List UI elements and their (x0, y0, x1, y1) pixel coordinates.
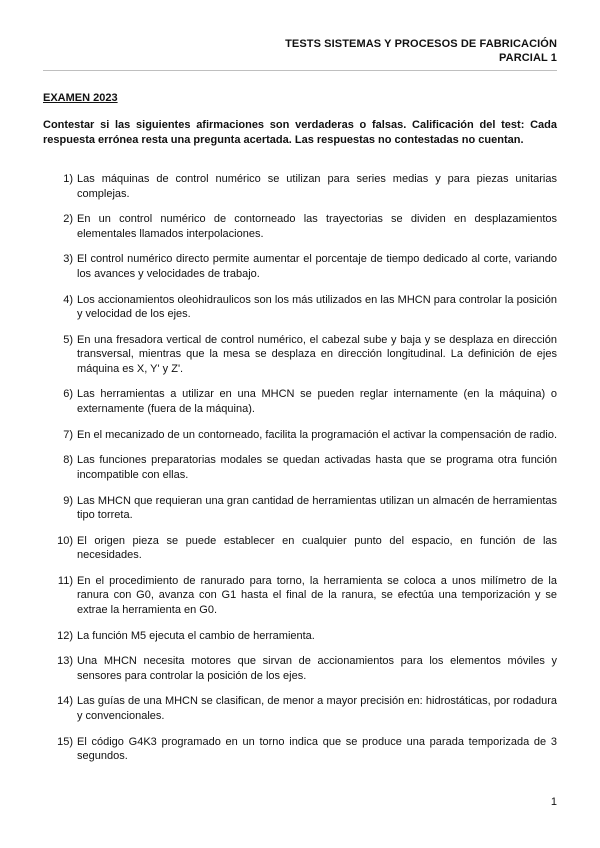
question-item (43, 574, 557, 618)
question-number: 7) (63, 428, 73, 441)
question-text: Las funciones preparatorias modales se quedan activadas hasta que se programa otra función incompatible con ellas. (77, 454, 557, 481)
question-number: 5) (63, 333, 73, 346)
question-item (43, 654, 557, 683)
question-text: Las MHCN que requieran una gran cantidad de herramientas utilizan un almacén de herramientas tipo torreta. (77, 494, 557, 521)
question-item (43, 252, 557, 281)
question-number: 10) (57, 534, 73, 547)
document-header (285, 37, 557, 65)
header-divider (43, 70, 557, 71)
question-number: 3) (63, 253, 73, 266)
question-text: Las máquinas de control numérico se utilizan para series medias y para piezas unitarias complejas. (77, 173, 557, 200)
question-number: 13) (57, 655, 73, 668)
question-item (43, 694, 557, 723)
question-list (43, 172, 557, 775)
question-number: 15) (57, 735, 73, 748)
question-number: 8) (63, 454, 73, 467)
question-number: 9) (63, 494, 73, 507)
question-number: 1) (63, 173, 73, 185)
question-item (43, 453, 557, 482)
question-text: Las herramientas a utilizar en una MHCN se pueden reglar internamente (en la máquina) o externamente (fuera de la máquina). (77, 388, 557, 415)
question-text: En el mecanizado de un contorneado, facilita la programación el activar la compensación de radio. (77, 428, 558, 441)
question-text: Una MHCN necesita motores que sirvan de accionamientos para los elementos móviles y sensores para controlar la posición de los ejes. (77, 655, 557, 682)
question-item (43, 333, 557, 377)
header-course-title: TESTS SISTEMAS Y PROCESOS DE FABRICACIÓN (285, 38, 557, 50)
question-number: 14) (57, 695, 73, 708)
question-item (43, 428, 557, 443)
question-number: 11) (57, 574, 73, 587)
question-item (43, 534, 557, 563)
question-text: En una fresadora vertical de control numérico, el cabezal sube y baja y se desplaza en dirección transversal, mientras que la mesa se desplaza en dirección longitudinal. La definición de ejes máquina es X, Y' y Z'. (77, 333, 557, 375)
exam-title: EXAMEN 2023 (43, 92, 118, 104)
question-text: Los accionamientos oleohidraulicos son los más utilizados en las MHCN para controlar la posición y velocidad de los ejes. (77, 293, 557, 321)
question-number: 4) (63, 293, 73, 306)
question-text: En un control numérico de contorneado las trayectorias se dividen en desplazamientos elementales llamados interpolaciones. (77, 213, 557, 240)
question-text: El origen pieza se puede establecer en cualquier punto del espacio, en función de las necesidades. (77, 534, 557, 562)
question-item (43, 494, 557, 523)
question-text: Las guías de una MHCN se clasifican, de menor a mayor precisión en: hidrostáticas, por rodadura y convencionales. (77, 695, 557, 722)
question-item (43, 387, 557, 416)
header-partial: PARCIAL 1 (499, 52, 557, 64)
question-number: 2) (63, 213, 73, 226)
question-item (43, 629, 557, 644)
question-text: La función M5 ejecuta el cambio de herramienta. (77, 629, 315, 642)
question-item (43, 735, 557, 764)
page-number: 1 (550, 796, 557, 808)
question-item (43, 172, 557, 201)
question-text: El código G4K3 programado en un torno indica que se produce una parada temporizada de 3 segundos. (77, 735, 557, 763)
question-text: El control numérico directo permite aumentar el porcentaje de tiempo dedicado al corte, variando los avances y velocidades de trabajo. (77, 253, 557, 280)
question-number: 6) (63, 388, 73, 401)
question-text: En el procedimiento de ranurado para torno, la herramienta se coloca a unos milímetro de la ranura con G0, avanza con G1 hasta el final de la ranura, se efectúa una temporización y se extrae la herramienta en G0. (77, 574, 557, 616)
question-item (43, 212, 557, 241)
question-item (43, 293, 557, 322)
instructions: Contestar si las siguientes afirmaciones son verdaderas o falsas. Calificación del test: Cada respuesta errónea resta una pregunta acertada. Las respuestas no contestadas no cuentan. (43, 119, 557, 146)
question-number: 12) (57, 629, 73, 642)
